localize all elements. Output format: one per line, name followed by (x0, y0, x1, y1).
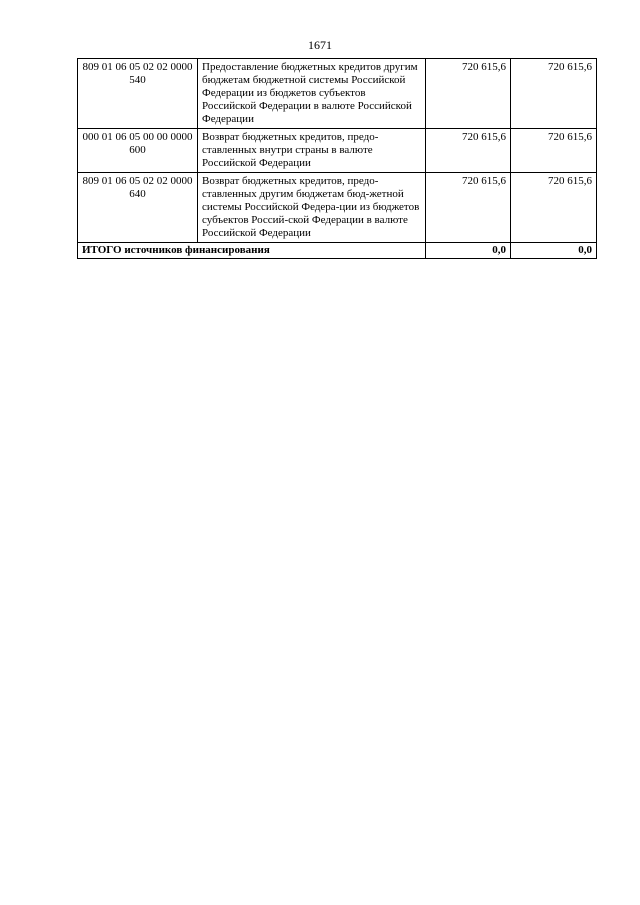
amount-cell-1: 720 615,6 (426, 59, 511, 129)
amount-cell-1: 720 615,6 (426, 129, 511, 173)
amount-cell-2: 720 615,6 (511, 173, 597, 243)
table-row (78, 59, 597, 129)
page-number: 1671 (308, 38, 332, 52)
total-label: ИТОГО источников финансирования (78, 243, 426, 259)
total-row (78, 243, 597, 259)
total-amount-2: 0,0 (511, 243, 597, 259)
amount-cell-1: 720 615,6 (426, 173, 511, 243)
budget-code-cell: 809 01 06 05 02 02 0000 640 (78, 173, 198, 243)
description-cell: Предоставление бюджетных кредитов другим бюджетам бюджетной системы Российской Федерации из бюджетов субъектов Российской Федерации в валюте Российской Федерации (198, 59, 426, 129)
budget-sources-table (77, 58, 597, 259)
description-cell: Возврат бюджетных кредитов, предо-ставленных другим бюджетам бюд-жетной системы Российской Федера-ции из бюджетов субъектов Россий-ской Федерации в валюте Российской Федерации (198, 173, 426, 243)
table-row (78, 129, 597, 173)
budget-code-cell: 000 01 06 05 00 00 0000 600 (78, 129, 198, 173)
budget-code-cell: 809 01 06 05 02 02 0000 540 (78, 59, 198, 129)
amount-cell-2: 720 615,6 (511, 59, 597, 129)
total-amount-1: 0,0 (426, 243, 511, 259)
table-row (78, 173, 597, 243)
description-cell: Возврат бюджетных кредитов, предо-ставленных внутри страны в валюте Российской Федерации (198, 129, 426, 173)
amount-cell-2: 720 615,6 (511, 129, 597, 173)
